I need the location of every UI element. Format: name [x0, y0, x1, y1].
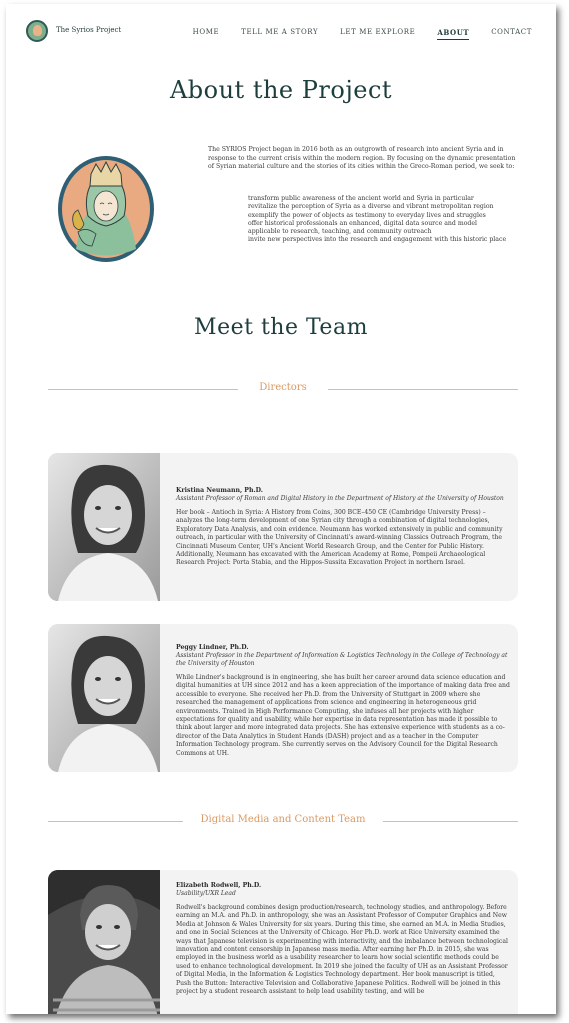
about-goal-item: transform public awareness of the ancient world and Syria in particular — [248, 195, 474, 202]
team-member-info — [176, 644, 511, 758]
about-intro-text: The SYRIOS Project began in 2016 both as an outgrowth of research into ancient Syria and in response to the current crisis within the modern region. By focusing on the dynamic presentation of Syrian material culture and the stories of its cities within the Greco-Roman period, we seek to: — [208, 146, 516, 170]
site-title[interactable]: The Syrios Project — [56, 26, 122, 34]
team-member-card — [48, 453, 518, 601]
about-goal-item: exemplify the power of objects as testimony to everyday lives and struggles — [248, 211, 486, 219]
team-heading: Meet the Team — [194, 315, 368, 340]
portrait-photo — [48, 624, 160, 772]
member-name: Elizabeth Rodwell, Ph.D. — [176, 882, 262, 889]
team-member-info — [176, 882, 511, 996]
site-logo[interactable] — [26, 20, 48, 42]
digital-team-divider — [48, 814, 518, 828]
about-goal-item: invite new perspectives into the research and engagement with this historic place — [248, 236, 507, 244]
member-role: Usability/UXR Lead — [176, 890, 236, 897]
nav-home[interactable]: HOME — [192, 28, 220, 36]
nav-let-me-explore[interactable]: LET ME EXPLORE — [340, 28, 416, 36]
member-bio: Her book – Antioch in Syria: A History from Coins, 300 BCE–450 CE (Cambridge University Press) – analyzes the long-term development of one Syrian city through a combination of digital technologies, Exploratory Data Analysis, and coin evidence. Neumann has worked extensively in public and community outreach, in particular with the University of Cincinnati's award-winning Classics Outreach Program, the Cincinnati Museum Center, UH's Ancient World Research Group, and the Center for Public History. Additionally, Neumann has excavated with the American Academy at Rome, Pompeii Archaeological Research Project: Porta Stabia, and the Hippos-Sussita Excavation Project in northern Israel. — [176, 509, 503, 567]
digital-team-label: Digital Media and Content Team — [48, 814, 518, 825]
member-role: Assistant Professor of Roman and Digital History in the Department of History at the University of Houston — [176, 495, 504, 502]
team-member-info — [176, 487, 511, 568]
member-bio: While Lindner's background is in engineering, she has built her career around data science education and digital humanities at UH since 2012 and has a keen appreciation of the importance of making data free and accessible to everyone. She received her Ph.D. from the University of Stuttgart in 2009 where she researched the management of applications from science and engineering in heterogeneous grid environments. Trained in High Performance Computing, she infuses all her projects with higher expectations for quality and usability, while her expertise in data representation has made it possible to think about larger and more integrated data projects. She has extensive experience with students as a co-director of the Data Analytics in Student Hands (DASH) project and as a teacher in the Computer Information Technology program. She currently serves on the Advisory Council for the Digital Research Commons at UH. — [176, 674, 510, 757]
nav-about[interactable]: ABOUT — [437, 28, 469, 40]
portrait-photo — [48, 453, 160, 601]
member-role: Assistant Professor in the Department of Information & Logistics Technology in the College of Technology at the University of Houston — [176, 652, 508, 667]
site-header — [6, 4, 556, 60]
member-name: Peggy Lindner, Ph.D. — [176, 644, 249, 651]
about-goal-item: offer historical professionals an enhanced, digital data source and model — [248, 219, 478, 227]
team-member-card — [48, 870, 518, 1014]
team-member-card — [48, 624, 518, 772]
about-goal-item: revitalize the perception of Syria as a diverse and vibrant metropolitan region — [248, 203, 494, 211]
member-name: Kristina Neumann, Ph.D. — [176, 487, 263, 494]
about-heading: About the Project — [169, 76, 393, 104]
portrait-photo — [48, 870, 160, 1014]
about-goals-list — [248, 195, 520, 245]
nav-contact[interactable]: CONTACT — [491, 28, 532, 36]
member-bio: Rodwell's background combines design production/research, technology studies, and anthropology. Before earning an M.A. and Ph.D. in anthropology, she was an Assistant Professor of Computer Graphics and New Media at Johnson & Wales University for six years. During this time, she earned an M.A. in Media Studies, and one in Social Sciences at the University of Chicago. Her Ph.D. work at Rice University examined the ways that Japanese television is experimenting with interactivity, and the imbalance between technological innovation and content censorship in Japanese mass media. After earning her Ph.D. in 2015, she was employed in the business world as a usability researcher to learn how social scientific methods could be used to enhance technological development. In 2019 she joined the faculty of UH as an Assistant Professor of Digital Media, in the Information & Logistics Technology department. Her book manuscript is titled, Push the Button: Interactive Television and Collaborative Japanese Politics. Rodwell will be joined in this project by a student research assistant to help lead usability testing, and will be — [176, 904, 508, 996]
about-goal-item: applicable to research, teaching, and community outreach — [248, 228, 432, 236]
directors-label: Directors — [48, 382, 518, 393]
main-nav — [171, 28, 532, 40]
tyche-emblem-image — [56, 154, 156, 264]
page-frame — [6, 4, 556, 1014]
directors-divider — [48, 382, 518, 396]
nav-tell-me-a-story[interactable]: TELL ME A STORY — [241, 28, 319, 36]
